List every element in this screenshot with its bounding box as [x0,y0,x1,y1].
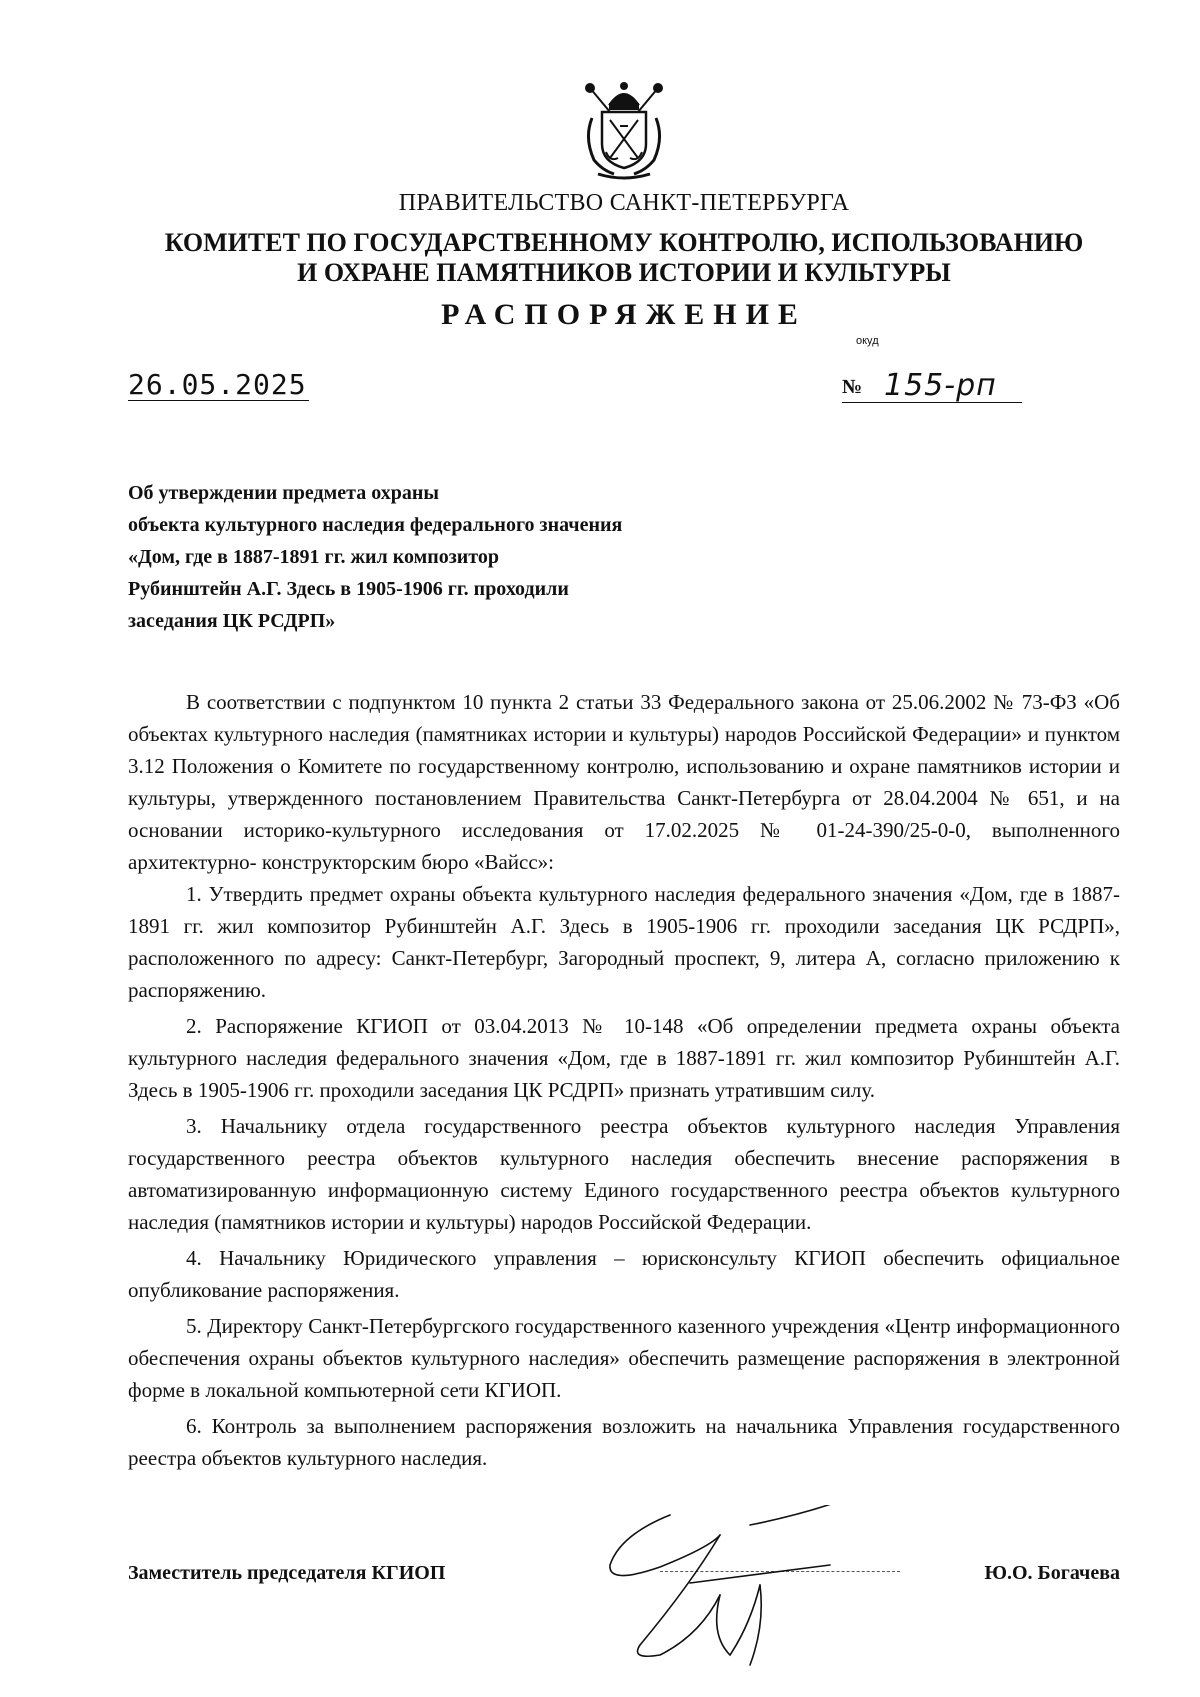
number-value: 155-рп [884,368,997,403]
committee-heading [120,228,1128,288]
preamble-paragraph: В соответствии с подпунктом 10 пункта 2 статьи 33 Федерального закона от 25.06.2002 № 73-ФЗ «Об объектах культурного наследия (памятниках истории и культуры) народов Российской Федерации» и пунктом 3.12 Положения о Комитете по государственному контролю, использованию и охране памятников истории и культуры, утвержденного постановлением Правительства Санкт-Петербурга от 28.04.2004 № 651, и на основании историко-культурного исследования от 17.02.2025 № 01-24-390/25-0-0, выполненного архитектурно- конструкторским бюро «Вайсс»: [128,690,1120,874]
order-item-6: 6. Контроль за выполнением распоряжения возложить на начальника Управления государственного реестра объектов культурного наследия. [128,1414,1120,1470]
committee-heading-line2: И ОХРАНЕ ПАМЯТНИКОВ ИСТОРИИ И КУЛЬТУРЫ [297,258,951,287]
handwritten-signature [600,1505,920,1670]
document-date: 26.05.2025 [128,368,307,401]
okud-label: окуд [856,335,879,347]
government-heading: ПРАВИТЕЛЬСТВО САНКТ-ПЕТЕРБУРГА [398,190,850,216]
subject-line: «Дом, где в 1887-1891 гг. жил композитор [128,546,499,568]
signatory-title: Заместитель председателя КГИОП [128,1562,446,1584]
document-subject [128,477,768,637]
order-item-3: 3. Начальнику отдела государственного реестра объектов культурного наследия Управления государственного реестра объектов культурного наследия обеспечить внесение распоряжения в автоматизированную информационную систему Единого государственного реестра объектов культурного наследия (памятников истории и культуры) народов Российской Федерации. [128,1114,1120,1234]
document-type: РАСПОРЯЖЕНИЕ [441,298,807,331]
subject-line: объекта культурного наследия федерального значения [128,514,623,536]
subject-line: Рубинштейн А.Г. Здесь в 1905-1906 гг. проходили [128,578,569,600]
number-sign: № [842,376,863,398]
order-item-2: 2. Распоряжение КГИОП от 03.04.2013 № 10-148 «Об определении предмета охраны объекта культурного наследия федерального значения «Дом, где в 1887-1891 гг. жил композитор Рубинштейн А.Г. Здесь в 1905-1906 гг. проходили заседания ЦК РСДРП» признать утратившим силу. [128,1014,1120,1102]
signatory-name: Ю.О. Богачева [984,1562,1120,1584]
order-item-4: 4. Начальнику Юридического управления – юрисконсульту КГИОП обеспечить официальное опубликование распоряжения. [128,1246,1120,1302]
document-body [128,686,1120,1474]
subject-line: Об утверждении предмета охраны [128,482,439,504]
order-item-1: 1. Утвердить предмет охраны объекта культурного наследия федерального значения «Дом, где в 1887-1891 гг. жил композитор Рубинштейн А.Г. Здесь в 1905-1906 гг. проходили заседания ЦК РСДРП», расположенного по адресу: Санкт-Петербург, Загородный проспект, 9, литера А, согласно приложению к распоряжению. [128,882,1120,1002]
committee-heading-line1: КОМИТЕТ ПО ГОСУДАРСТВЕННОМУ КОНТРОЛЮ, ИСПОЛЬЗОВАНИЮ [164,228,1084,257]
order-item-5: 5. Директору Санкт-Петербургского государственного казенного учреждения «Центр информационного обеспечения охраны объектов культурного наследия» обеспечить размещение распоряжения в электронной форме в локальной компьютерной сети КГИОП. [128,1314,1120,1402]
coat-of-arms-icon [576,78,672,180]
subject-line: заседания ЦК РСДРП» [128,610,336,632]
document-number [842,368,1022,403]
